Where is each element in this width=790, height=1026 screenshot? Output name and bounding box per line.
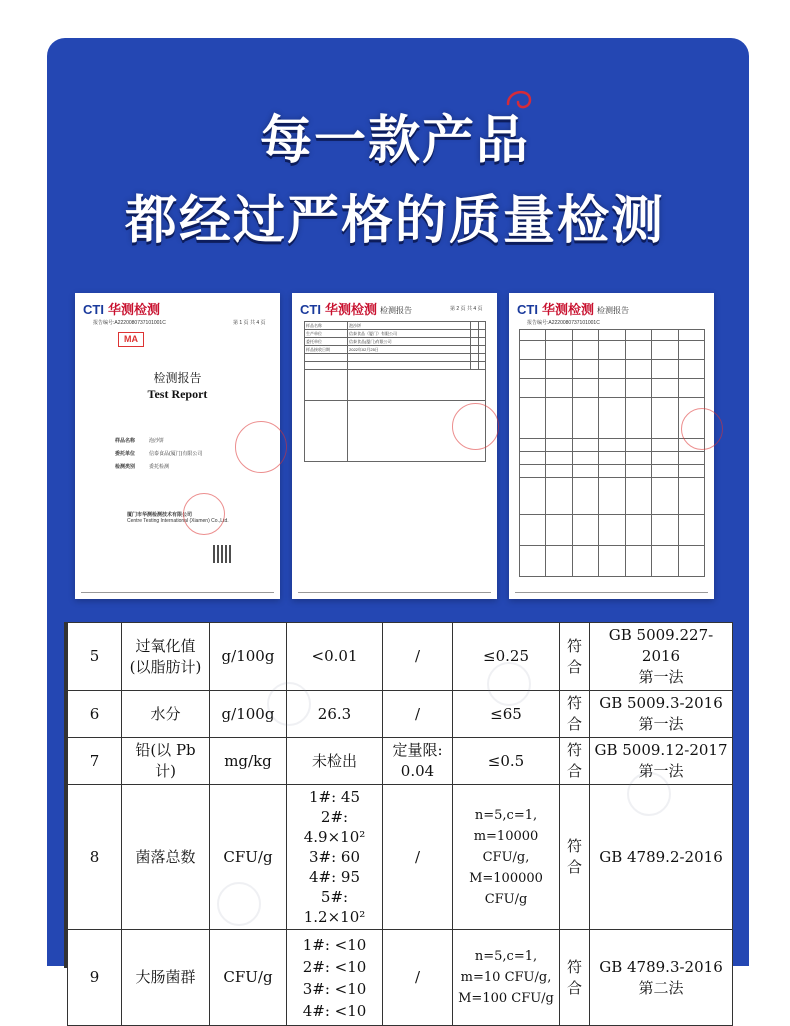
row-number: 8 bbox=[68, 785, 122, 930]
report-info-page bbox=[292, 293, 497, 599]
result: 1#: <10 2#: <10 3#: <10 4#: <10 bbox=[287, 930, 383, 1026]
unit: mg/kg bbox=[210, 738, 287, 785]
info-value: 2022年02月25日 bbox=[348, 346, 471, 354]
test-item: 菌落总数 bbox=[122, 785, 210, 930]
test-method: GB 4789.3-2016 第二法 bbox=[590, 930, 733, 1026]
unit: g/100g bbox=[210, 623, 287, 691]
detection-limit: 定量限: 0.04 bbox=[383, 738, 453, 785]
table-row bbox=[68, 623, 733, 691]
field-value: 信泰食品(厦门)有限公司 bbox=[149, 451, 203, 457]
test-method: GB 5009.227-2016 第一法 bbox=[590, 623, 733, 691]
cti-logo: CTI 华测检测 bbox=[517, 302, 594, 317]
info-label: 委托单位 bbox=[305, 338, 348, 346]
test-method: GB 5009.3-2016 第一法 bbox=[590, 691, 733, 738]
headline-line2: 都经过严格的质量检测 bbox=[124, 191, 665, 251]
judgement: 符 合 bbox=[560, 691, 590, 738]
report-title-en: Test Report bbox=[147, 387, 208, 401]
unit: CFU/g bbox=[210, 785, 287, 930]
test-method: GB 4789.2-2016 bbox=[590, 785, 733, 930]
result: 未检出 bbox=[287, 738, 383, 785]
detection-limit: / bbox=[383, 623, 453, 691]
footer-line bbox=[298, 592, 491, 593]
watermark-icon bbox=[627, 772, 671, 816]
watermark-icon bbox=[217, 882, 261, 926]
info-label: 样品接收日期 bbox=[305, 346, 348, 354]
red-stamp bbox=[681, 408, 723, 450]
standard-limit: n=5,c=1, m=10000 CFU/g, M=100000 CFU/g bbox=[453, 785, 560, 930]
qr-code-icon bbox=[213, 545, 231, 563]
detection-limit: / bbox=[383, 691, 453, 738]
watermark-icon bbox=[267, 682, 311, 726]
field-label: 检测类别 bbox=[115, 464, 136, 470]
watermark-icon bbox=[487, 662, 531, 706]
test-item: 铅(以 Pb 计) bbox=[122, 738, 210, 785]
report-number: 报告编号:A2220080737101001C bbox=[527, 320, 600, 326]
row-number: 6 bbox=[68, 691, 122, 738]
issuer-name-en: Centre Testing International (Xiamen) Co.,Ltd. bbox=[127, 518, 229, 524]
judgement: 符 合 bbox=[560, 623, 590, 691]
test-method: GB 5009.12-2017 第一法 bbox=[590, 738, 733, 785]
result: 1#: 45 2#: 4.9×10² 3#: 60 4#: 95 5#: 1.2×10² bbox=[287, 785, 383, 930]
judgement: 符 合 bbox=[560, 738, 590, 785]
red-stamp bbox=[235, 421, 287, 473]
detection-limit: / bbox=[383, 930, 453, 1026]
judgement: 符 合 bbox=[560, 930, 590, 1026]
cti-logo: CTI 华测检测 bbox=[300, 302, 377, 317]
row-number: 9 bbox=[68, 930, 122, 1026]
standard-limit: ≤65 bbox=[453, 691, 560, 738]
footer-line bbox=[515, 592, 708, 593]
result: <0.01 bbox=[287, 623, 383, 691]
headline-line1: 每一款产品 bbox=[259, 111, 530, 171]
report-results-page bbox=[509, 293, 714, 599]
results-table bbox=[519, 329, 705, 577]
test-item: 过氧化值 (以脂肪计) bbox=[122, 623, 210, 691]
report-title: 检测报告 bbox=[380, 306, 412, 315]
info-label: 样品名称 bbox=[305, 322, 348, 330]
report-cover-page bbox=[75, 293, 280, 599]
field-label: 委托单位 bbox=[115, 451, 136, 457]
issuer-name: 厦门市华测检测技术有限公司 bbox=[127, 512, 193, 518]
page-number: 第 1 页 共 4 页 bbox=[233, 320, 266, 326]
info-value: 信泰食品(厦门)有限公司 bbox=[348, 338, 471, 346]
swirl-decoration-icon bbox=[502, 84, 536, 118]
test-item: 大肠菌群 bbox=[122, 930, 210, 1026]
info-label: 生产单位 bbox=[305, 330, 348, 338]
row-number: 5 bbox=[68, 623, 122, 691]
unit: g/100g bbox=[210, 691, 287, 738]
table-row bbox=[68, 691, 733, 738]
results-table bbox=[67, 622, 733, 1026]
info-value: 信泰食品（厦门）有限公司 bbox=[348, 330, 471, 338]
table-row bbox=[68, 930, 733, 1026]
footer-line bbox=[81, 592, 274, 593]
cti-logo: CTI 华测检测 bbox=[83, 302, 160, 317]
page-number: 第 2 页 共 4 页 bbox=[450, 306, 483, 312]
unit: CFU/g bbox=[210, 930, 287, 1026]
report-title: 检测报告 bbox=[597, 306, 629, 315]
report-title-cn: 检测报告 bbox=[153, 371, 202, 385]
field-value: 泡沙饼 bbox=[149, 438, 165, 444]
report-number: 报告编号:A2220080737101001C bbox=[93, 320, 166, 326]
red-stamp bbox=[183, 493, 225, 535]
result: 26.3 bbox=[287, 691, 383, 738]
test-item: 水分 bbox=[122, 691, 210, 738]
standard-limit: ≤0.5 bbox=[453, 738, 560, 785]
detection-limit: / bbox=[383, 785, 453, 930]
standard-limit: ≤0.25 bbox=[453, 623, 560, 691]
cma-mark-icon: MA bbox=[118, 332, 144, 347]
standard-limit: n=5,c=1, m=10 CFU/g, M=100 CFU/g bbox=[453, 930, 560, 1026]
judgement: 符 合 bbox=[560, 785, 590, 930]
field-label: 样品名称 bbox=[115, 438, 136, 444]
results-table-closeup bbox=[64, 622, 733, 1020]
info-value: 泡沙饼 bbox=[348, 322, 471, 330]
red-stamp bbox=[452, 403, 499, 450]
row-number: 7 bbox=[68, 738, 122, 785]
field-value: 委托检测 bbox=[149, 464, 170, 470]
